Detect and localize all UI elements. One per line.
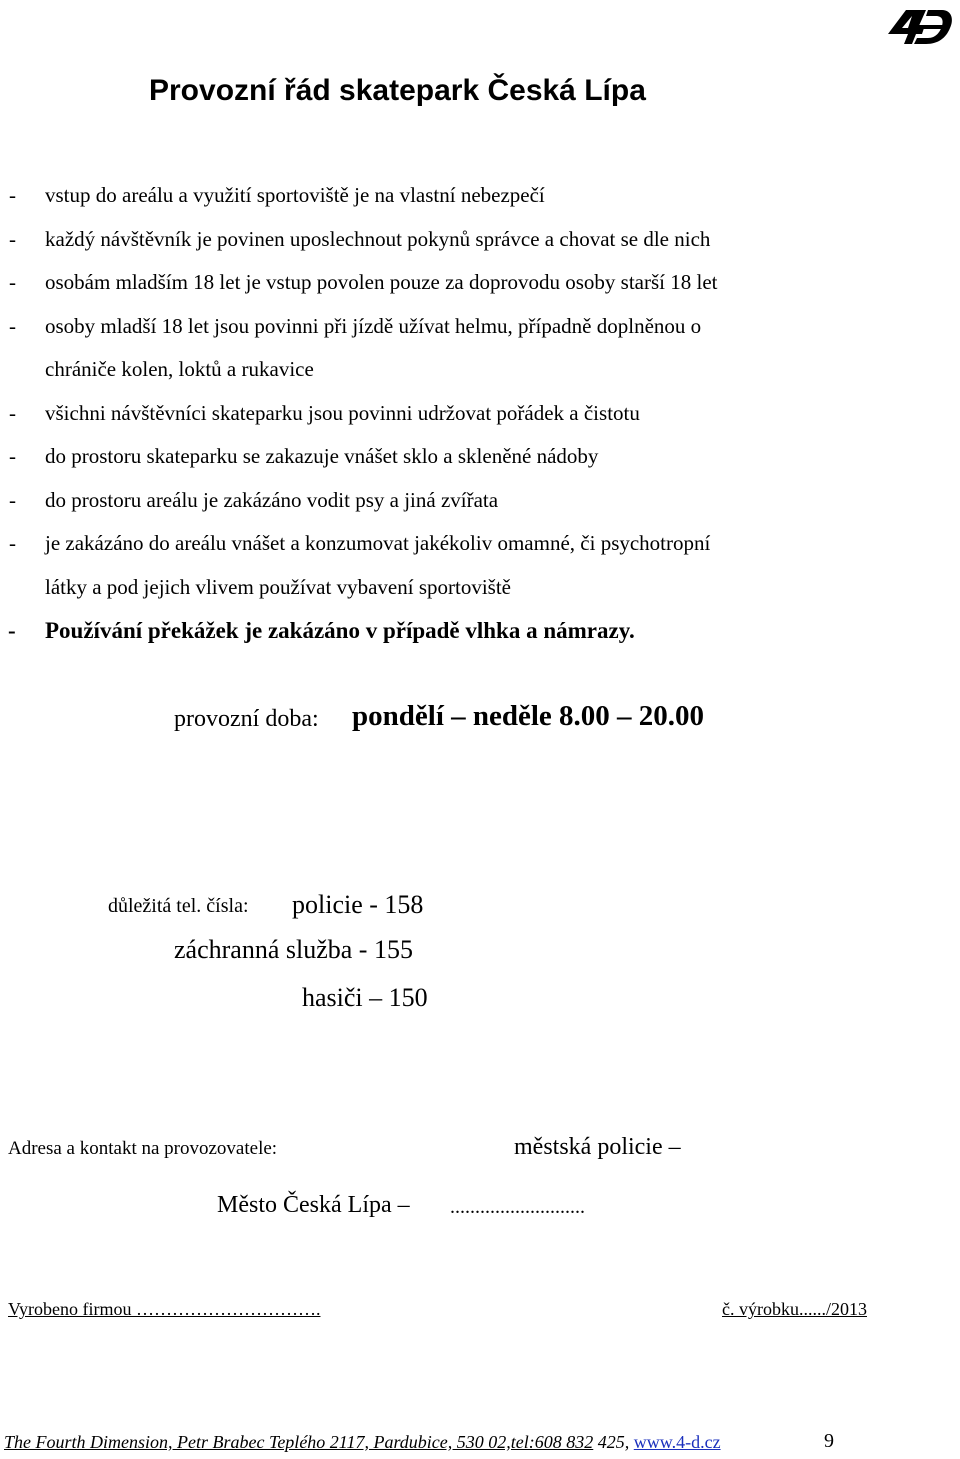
rule-dash: - xyxy=(9,531,16,555)
rule-dash: - xyxy=(8,618,16,643)
rule-text: látky a pod jejich vlivem používat vybavení sportoviště xyxy=(45,574,511,599)
page-number: 9 xyxy=(824,1430,834,1452)
rules-list xyxy=(0,174,950,653)
rule-text: je zakázáno do areálu vnášet a konzumovat jakékoliv omamné, či psychotropní xyxy=(45,531,711,555)
rule-text: Používání překážek je zakázáno v případě vlhka a námrazy. xyxy=(45,618,635,643)
rule-item xyxy=(0,174,950,218)
rule-dash: - xyxy=(9,183,16,207)
rule-item-continuation xyxy=(0,566,950,610)
rule-text: do prostoru skateparku se zakazuje vnášet sklo a skleněné nádoby xyxy=(45,444,599,468)
opening-hours-label: provozní doba: xyxy=(174,706,319,732)
rule-item xyxy=(0,218,950,262)
rule-item xyxy=(0,261,950,305)
rule-dash: - xyxy=(9,487,16,512)
phone-firefighters: hasiči – 150 xyxy=(302,983,428,1012)
rule-item xyxy=(0,305,950,349)
rule-item-bold xyxy=(0,609,950,653)
rule-dash: - xyxy=(9,270,16,294)
rule-dash: - xyxy=(9,313,16,338)
rule-dash: - xyxy=(9,400,16,425)
operator-contact-label: Adresa a kontakt na provozovatele: xyxy=(8,1138,278,1159)
footer-website-link[interactable]: www.4-d.cz xyxy=(633,1432,721,1452)
rule-item-continuation xyxy=(0,348,950,392)
rule-item xyxy=(0,522,950,566)
footer-company-info xyxy=(4,1432,721,1453)
important-phones-label: důležitá tel. čísla: xyxy=(108,895,249,917)
phone-ambulance: záchranná služba - 155 xyxy=(174,935,413,964)
serial-number: č. výrobku....../2013 xyxy=(722,1299,867,1319)
rule-text: osoby mladší 18 let jsou povinni při jízdě užívat helmu, případně doplněnou o xyxy=(45,313,702,338)
rule-dash: - xyxy=(9,444,16,468)
rule-item xyxy=(0,435,950,479)
company-logo xyxy=(884,6,954,48)
footer-company-text: The Fourth Dimension, Petr Brabec Teplého 2117, Pardubice, 530 02,tel:608 832 xyxy=(4,1432,594,1452)
rule-text: chrániče kolen, loktů a rukavice xyxy=(45,357,314,381)
rule-text: všichni návštěvníci skateparku jsou povinni udržovat pořádek a čistotu xyxy=(45,400,640,425)
phone-police: policie - 158 xyxy=(292,890,424,919)
document-title: Provozní řád skatepark Česká Lípa xyxy=(149,74,646,107)
rule-text: osobám mladším 18 let je vstup povolen pouze za doprovodu osoby starší 18 let xyxy=(45,270,718,294)
rule-text: vstup do areálu a využití sportoviště je na vlastní nebezpečí xyxy=(45,183,545,207)
rule-item xyxy=(0,392,950,436)
rule-item xyxy=(0,479,950,523)
rule-text: každý návštěvník je povinen uposlechnout pokynů správce a chovat se dle nich xyxy=(45,226,711,251)
rule-text: do prostoru areálu je zakázáno vodit psy a jiná zvířata xyxy=(45,487,499,512)
manufacturer-line: Vyrobeno firmou …………………………. xyxy=(8,1299,321,1319)
city-police-contact: městská policie – xyxy=(514,1134,681,1160)
operator-contact-placeholder: ........................... xyxy=(450,1196,585,1218)
footer-phone-tail: 425, xyxy=(597,1432,630,1452)
opening-hours-value: pondělí – neděle 8.00 – 20.00 xyxy=(352,700,705,732)
rule-dash: - xyxy=(9,226,16,251)
operator-city: Město Česká Lípa – xyxy=(217,1192,410,1218)
